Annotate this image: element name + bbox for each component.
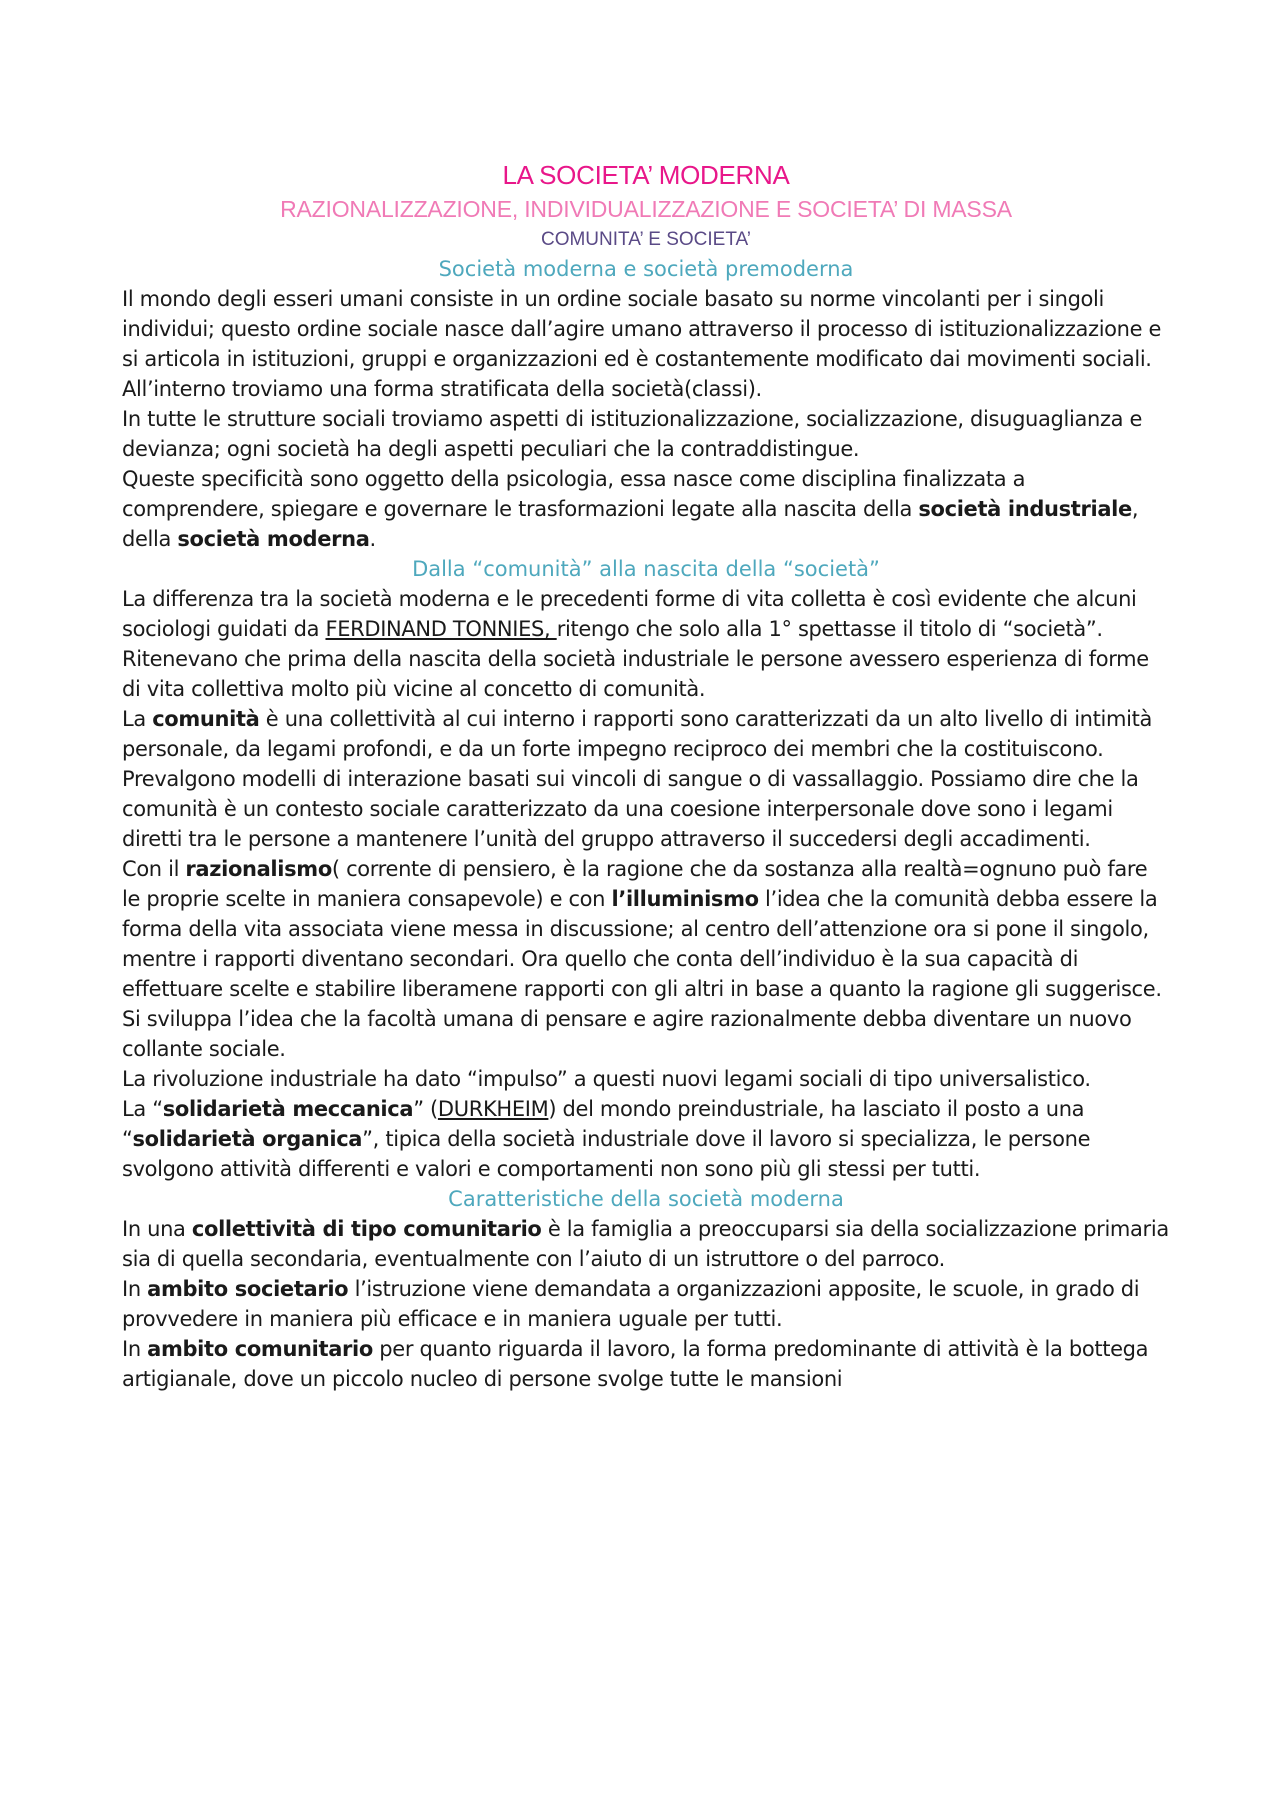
bold-term: comunità <box>152 707 260 731</box>
text: per quanto riguarda il lavoro, la forma predominante di attività è la bottega artigianale, dove un piccolo nucleo di persone svolge tutte le mansioni <box>122 1337 1149 1391</box>
text: La <box>122 707 153 731</box>
text: , della <box>122 497 1139 551</box>
text: In una <box>122 1217 192 1241</box>
section-title: COMUNITA’ E SOCIETA’ <box>540 229 752 250</box>
paragraph-specificita <box>122 464 1170 554</box>
text: l’idea che la comunità debba essere la forma della vita associata viene messa in discussione; al centro dell’attenzione ora si pone il singolo, mentre i rapporti diventano secondari. Ora quello che conta dell’individuo è la sua capacità di effettuare scelte e stabilire liberamene rapporti con gli altri in base a quanto la ragione gli suggerisce. <box>122 887 1162 1001</box>
paragraph-tonnies <box>122 584 1170 704</box>
paragraph-ordine-sociale <box>122 284 1170 404</box>
text: ( corrente di pensiero, è la ragione che da sostanza alla realtà=ognuno può fare le proprie scelte in maniera consapevole) e con <box>122 857 1148 911</box>
text: Si sviluppa l’idea che la facoltà umana di pensare e agire razionalmente debba diventare un nuovo collante sociale. <box>122 1007 1132 1061</box>
text: In <box>122 1277 148 1301</box>
bold-term: ambito societario <box>147 1277 349 1301</box>
paragraph-comunita <box>122 704 1170 854</box>
bold-term: società moderna <box>177 527 370 551</box>
paragraph-collante-sociale <box>122 1004 1170 1064</box>
paragraph-solidarieta <box>122 1094 1170 1184</box>
text: ) del mondo preindustriale, ha lasciato il posto a una “ <box>122 1097 1085 1151</box>
bold-term: solidarietà meccanica <box>162 1097 414 1121</box>
underlined-name: FERDINAND TONNIES, <box>325 617 557 641</box>
paragraph-ambito-comunitario <box>122 1334 1170 1394</box>
text: Queste specificità sono oggetto della psicologia, essa nasce come disciplina finalizzata a comprendere, spiegare e governare le trasformazioni legate alla nascita della <box>122 467 1026 521</box>
text: ritengo che solo alla 1° spettasse il titolo di “società”. Ritenevano che prima della nascita della società industriale le persone avessero esperienza di forme di vita collettiva molto più vicine al concetto di comunità. <box>122 617 1149 701</box>
text: ”, tipica della società industriale dove il lavoro si specializza, le persone svolgono attività differenti e valori e comportamenti non sono più gli stessi per tutti. <box>122 1127 1091 1181</box>
text: La differenza tra la società moderna e le precedenti forme di vita colletta è così evidente che alcuni sociologi guidati da <box>122 587 1137 641</box>
paragraph-strutture-sociali <box>122 404 1170 464</box>
paragraph-collettivita-comunitaria <box>122 1214 1170 1274</box>
document-title: LA SOCIETA’ MODERNA <box>502 160 790 190</box>
bold-term: collettività di tipo comunitario <box>191 1217 542 1241</box>
text: ” ( <box>413 1097 438 1121</box>
text: è una collettività al cui interno i rapporti sono caratterizzati da un alto livello di intimità personale, da legami profondi, e da un forte impegno reciproco dei membri che la costituiscono. Prevalgono modelli di interazione basati sui vincoli di sangue o di vassallaggio. Possiamo dire che la comunità è un contesto sociale caratterizzato da una coesione interpersonale dove sono i legami diretti tra le persone a mantenere l’unità del gruppo attraverso il succedersi degli accadimenti. <box>122 707 1153 851</box>
document-subtitle: RAZIONALIZZAZIONE, INDIVIDUALIZZAZIONE E SOCIETA’ DI MASSA <box>280 196 1012 222</box>
text: . <box>369 527 376 551</box>
paragraph-ambito-societario <box>122 1274 1170 1334</box>
bold-term: l’illuminismo <box>611 887 759 911</box>
bold-term: ambito comunitario <box>147 1337 373 1361</box>
text: La “ <box>122 1097 163 1121</box>
heading-caratteristiche: Caratteristiche della società moderna <box>448 1187 844 1211</box>
text: In <box>122 1337 148 1361</box>
text: La rivoluzione industriale ha dato “impulso” a questi nuovi legami sociali di tipo universalistico. <box>122 1067 1091 1091</box>
bold-term: società industriale <box>918 497 1132 521</box>
heading-societa-moderna-premoderna: Società moderna e società premoderna <box>438 257 854 281</box>
bold-term: solidarietà organica <box>132 1127 363 1151</box>
paragraph-razionalismo <box>122 854 1170 1004</box>
paragraph-rivoluzione-industriale <box>122 1064 1170 1094</box>
heading-dalla-comunita: Dalla “comunità” alla nascita della “società” <box>412 557 880 581</box>
text: Il mondo degli esseri umani consiste in un ordine sociale basato su norme vincolanti per i singoli individui; questo ordine sociale nasce dall’agire umano attraverso il processo di istituzionalizzazione e si articola in istituzioni, gruppi e organizzazioni ed è costantemente modificato dai movimenti sociali. All’interno troviamo una forma stratificata della società(classi). <box>122 287 1162 401</box>
text: Con il <box>122 857 186 881</box>
text: In tutte le strutture sociali troviamo aspetti di istituzionalizzazione, socializzazione, disuguaglianza e devianza; ogni società ha degli aspetti peculiari che la contraddistingue. <box>122 407 1143 461</box>
text: l’istruzione viene demandata a organizzazioni apposite, le scuole, in grado di provvedere in maniera più efficace e in maniera uguale per tutti. <box>122 1277 1140 1331</box>
underlined-name: DURKHEIM <box>437 1097 549 1121</box>
text: è la famiglia a preoccuparsi sia della socializzazione primaria sia di quella secondaria, eventualmente con l’aiuto di un istruttore o del parroco. <box>122 1217 1169 1271</box>
bold-term: razionalismo <box>185 857 332 881</box>
